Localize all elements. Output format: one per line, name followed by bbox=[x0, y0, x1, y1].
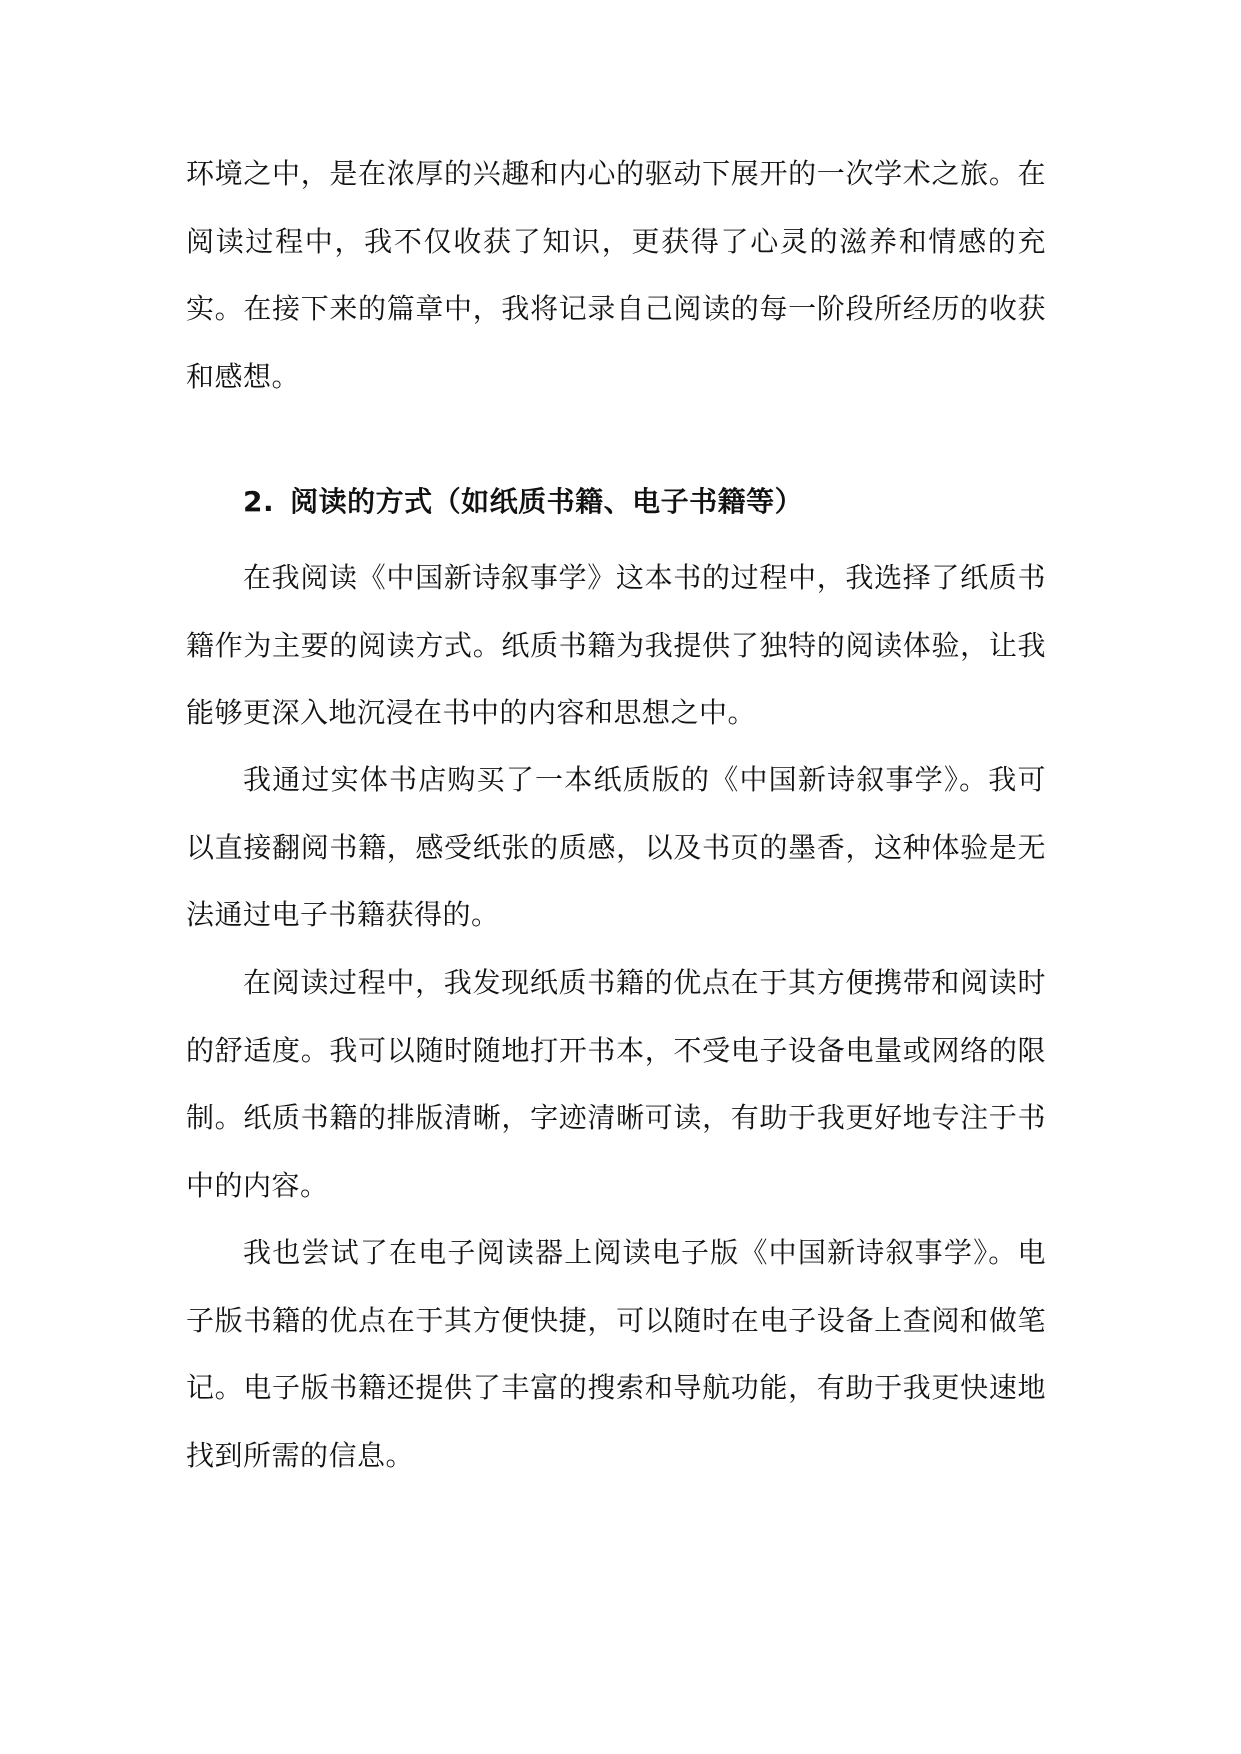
section-number: 2. bbox=[243, 485, 275, 518]
body-paragraph: 我也尝试了在电子阅读器上阅读电子版《中国新诗叙事学》。电子版书籍的优点在于其方便快捷，可以随时在电子设备上查阅和做笔记。电子版书籍还提供了丰富的搜索和导航功能，有助于我更快速地找到所需的信息。 bbox=[186, 1236, 1046, 1472]
paragraph-block-3 bbox=[186, 949, 1046, 1219]
intro-paragraph-block bbox=[186, 140, 1046, 410]
section-title: 阅读的方式（如纸质书籍、电子书籍等） bbox=[290, 485, 804, 518]
paragraph-block-4 bbox=[186, 1219, 1046, 1489]
section-heading bbox=[243, 472, 803, 532]
body-paragraph: 我通过实体书店购买了一本纸质版的《中国新诗叙事学》。我可以直接翻阅书籍，感受纸张的质感，以及书页的墨香，这种体验是无法通过电子书籍获得的。 bbox=[186, 763, 1046, 932]
paragraph-block-2 bbox=[186, 746, 1046, 949]
intro-paragraph: 环境之中，是在浓厚的兴趣和内心的驱动下展开的一次学术之旅。在阅读过程中，我不仅收获了知识，更获得了心灵的滋养和情感的充实。在接下来的篇章中，我将记录自己阅读的每一阶段所经历的收获和感想。 bbox=[186, 157, 1046, 393]
paragraph-block-1 bbox=[186, 544, 1046, 747]
body-paragraph: 在阅读过程中，我发现纸质书籍的优点在于其方便携带和阅读时的舒适度。我可以随时随地打开书本，不受电子设备电量或网络的限制。纸质书籍的排版清晰，字迹清晰可读，有助于我更好地专注于书中的内容。 bbox=[186, 966, 1046, 1202]
body-paragraph: 在我阅读《中国新诗叙事学》这本书的过程中，我选择了纸质书籍作为主要的阅读方式。纸质书籍为我提供了独特的阅读体验，让我能够更深入地沉浸在书中的内容和思想之中。 bbox=[186, 561, 1046, 730]
